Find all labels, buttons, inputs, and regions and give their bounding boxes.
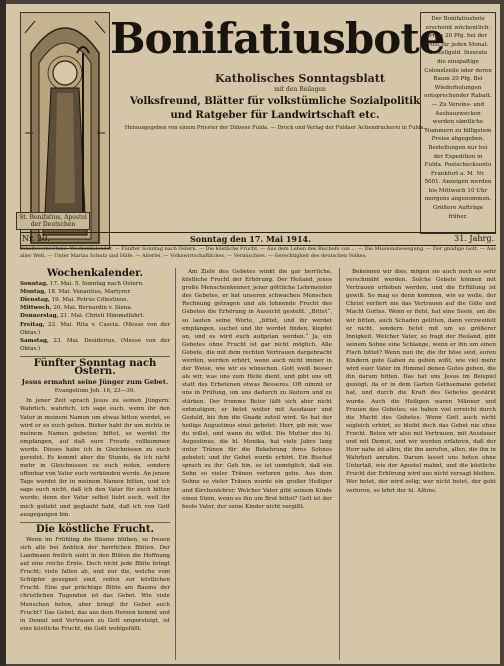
calendar-entry: Samstag, 23. Mai. Desiderius. (Messe von der Oktav.) <box>20 337 170 352</box>
gospel-reference: Evangelium Joh. 16, 23—30. <box>54 388 136 395</box>
issue-bar <box>20 232 496 246</box>
fruit-heading: Die köstliche Frucht. <box>36 523 154 535</box>
column-divider <box>175 268 176 660</box>
issue-number: Nr. 20. <box>22 234 50 243</box>
column-1 <box>20 268 170 660</box>
issue-year: 31. Jahrg. <box>454 234 494 243</box>
price-info-box: Der Bonifatiusbote erscheint wöchentlich. Preis 20 Pfg. bei der Post für jeden Monat. Bestellgeld. Inserate die einspaltige Colonelzeile oder deren Raum 20 Pfg. Bei Wiederholungen entsprechender Rabatt. — Zu Vereins- und Ausbauzwecken werden sämtliche Nummern zu billigstem Preise abgegeben. Bestellungen nur bei der Expedition in Fulda. Postschecksonto Frankfurt a. M. Nr. 5001. Anzeigen werden bis Mittwoch 10 Uhr morgens angenommen. Größere Aufträge früher. <box>420 12 496 234</box>
newspaper-subtitle: Katholisches Sonntagsblatt <box>215 72 385 85</box>
column-2-text: Am Ziele des Gebetes winkt die gar herrliche, köstliche Frucht der Erhörung. Der Heiland, jenes große Menschenkenner, jener göttliche Lehrmeister des Gebetes, er hat unseren schwachen Menschen Rechnung getragen und als lohnende Frucht des Gebetes die Erhörung in Aussicht gestellt. „Bittet“, so lauten seine Worte, „bittet, und ihr werdet empfangen, suchet und ihr werdet finden, klopfet an, und es wird euch aufgetan werden.“ Ja, ein Gebetes ohne Frucht ist gar nicht möglich. Alle Gebete, die mit dem rechten Vertrauen dargebracht werden, werden erhört, wenn auch nicht immer in der Weise, wie wir es wünschen. Gott weiß besser als wir, was uns zum Heile dient, und gibt uns oft statt des Erbetenen etwas Besseres. Oft nimmt er uns in Prüfung, um uns dadurch zu läutern und zu stärken. Der fromme Beter läßt sich aber nicht entmutigen; er betet weiter mit Ausdauer und Geduld, bis ihm die Gnade zuteil wird. So hat der heilige Augustinus einst gebetet: Herr, gib mir, was du willst, und wann du willst. Die Mutter des hl. Augustinus, die hl. Monika, hat viele Jahre lang unter Tränen für die Bekehrung ihres Sohnes gebetet; und ihr Gebet wurde erhört. Ein Bischof sprach zu ihr: Geh hin, es ist unmöglich, daß ein Sohn so vieler Tränen verloren gehe. Aus dem Sohne so vieler Tränen wurde ein großer Heiliger und Kirchenlehrer. Welcher Vater gibt seinem Kinde einen Stein, wenn es ihn um Brot bittet? Gott ist der beste Vater, der seine Kinder nicht vergißt. <box>182 269 332 510</box>
supplements-line-1: Volksfreund, Blätter für volkstümliche Sozialpolitik <box>129 96 421 107</box>
calendar-heading: Wochenkalender. <box>46 268 144 279</box>
calendar-entry: Dienstag, 19. Mai. Petrus Cölestinus. <box>20 297 129 304</box>
column-3-text: Bekennen wir dies, mögen sie auch noch so sehr verschmäht werden. Solche Gebete können mit Vertrauen erhoben werden, und die Erfüllung ist gewiß. So mag es denn kommen, wie es wolle, der Christ verliert nie das Vertrauen auf die Güte und Macht Gottes. Wenn er fleht, hat eine Seele, um die wir bitten, auch Schaden gelitten, dann verzweifelt er nicht, sondern betet mit um so größerer Innigkeit. Welcher Vater, so fragt der Heiland, gibt seinem Sohne eine Schlange, wenn er ihn um einen Fisch bittet? Wenn nun ihr, die ihr böse seid, euren Kindern gute Gaben zu geben wißt, wie viel mehr wird euer Vater im Himmel denen Gutes geben, die ihn darum bitten. Das hat uns Jesus im Beispiel gezeigt, da er in dem Garten Gethsemane gebetet hat, und durch die Kraft des Gebetes gestärkt wurde. Auch die Heiligen waren Männer und Frauen des Gebetes; sie haben viel erreicht durch die Macht des Gebetes. Wenn Gott auch nicht sogleich erhört, so bleibt doch das Gebet nie ohne Frucht. Beten wir also mit Vertrauen, mit Ausdauer und mit Demut, und wir werden erfahren, daß der Herr nahe ist allen, die ihn anrufen, allen, die ihn in Wahrheit anrufen. Darum lasset uns beten ohne Unterlaß, wie der Apostel mahnt, und die köstliche Frucht der Erhörung wird uns nicht versagt bleiben. Wer betet, der wird selig; wer nicht betet, der geht verloren, so lehrt der hl. Alfons. <box>346 269 496 494</box>
supplements-line-2: und Ratgeber für Landwirtschaft etc. <box>170 110 380 121</box>
supplements-intro: mit den Beilagen <box>274 86 326 93</box>
calendar-entry: Montag, 18. Mai. Venantius, Martyrer. <box>20 289 132 296</box>
section-rule <box>20 356 170 357</box>
sunday-heading: Fünfter Sonntag nach Ostern. <box>33 357 157 378</box>
illustration-caption: St. Bonifatius, Apostel der Deutschen <box>16 212 90 230</box>
calendar-entry: Sonntag, 17. Mai. 5. Sonntag nach Ostern. <box>20 281 144 288</box>
section-rule <box>20 522 170 523</box>
newspaper-title: Bonifatiusbote <box>110 14 445 63</box>
calendar-entry: Mittwoch, 20. Mai. Bernardin v. Siena. <box>20 305 133 312</box>
fruit-text: Wenn im Frühling die Bäume blühen, so freuen sich alle bei Anblick der herrlichen Blüten. Der Landmann freilich sieht in den Blüten die Hoffnung auf eine reiche Ernte. Doch nicht jede Blüte bringt Frucht; viele fallen ab, und nur die, welche vom Schöpfer gesegnet sind, reifen zur köstlichen Frucht. Eine gar prächtige Blüte am Baume der christlichen Tugenden ist das Gebet. Wie viele Menschen beten, aber bringt ihr Gebet auch Frucht? Das Gebet, das aus dem Herzen kommt und in Demut und Vertrauen zu Gott emporsteigt, ist eine köstliche Frucht, die Gott wohlgefällt. <box>20 536 170 632</box>
column-divider <box>339 268 340 660</box>
column-2 <box>182 268 332 660</box>
publisher-line: Herausgegeben von einem Priester der Diözese Fulda. — Druck und Verlag der Fuldaer Actiendruckerei in Fulda. <box>124 125 426 131</box>
calendar-entry: Freitag, 22. Mai. Rita v. Cascia. (Messe von der Oktav.) <box>20 321 170 336</box>
newspaper-page <box>6 4 500 664</box>
issue-date: Sonntag den 17. Mai 1914. <box>190 234 311 244</box>
column-3 <box>346 268 496 660</box>
calendar-entry: Donnerstag, 21. Mai. Christi Himmelfahrt. <box>20 313 145 320</box>
table-of-contents: Inhaltsverzeichnis: Wochenkalender. — Fünfter Sonntag nach Ostern. — Die köstliche Frucht. — Aus dem Leben des Bischofs von ... — Die Missionsbewegung. — Der gnädige Gott. — Aus aller Welt. — Unter Marias Schutz und Hilfe. — Allerlei. — Volkswirtschaftliches. — Vermischtes. — Gerechtigkeit des deutschen Volkes. <box>20 246 496 259</box>
sunday-subheading: Jesus ermahnt seine Jünger zum Gebet. <box>21 378 169 387</box>
sunday-text: In jener Zeit sprach Jesus zu seinen Jüngern: Wahrlich, wahrlich, ich sage euch, wenn ihr den Vater in meinem Namen um etwas bitten werdet, so wird er es euch geben. Bisher habt ihr um nichts in meinem Namen gebeten; bittet, so werdet ihr empfangen, auf daß eure Freude vollkommen werde. Dieses habe ich in Gleichnissen zu euch geredet. Es kommt aber die Stunde, da ich nicht mehr in Gleichnissen zu euch reden, sondern offenbar von Vater euch verkünden werde. An jenem Tage werdet ihr in meinem Namen bitten, und ich sage euch nicht, daß ich den Vater für euch bitten werde; denn der Vater selbst liebt euch, weil ihr mich geliebt und geglaubt habt, daß ich von Gott ausgegangen bin. <box>20 398 170 518</box>
